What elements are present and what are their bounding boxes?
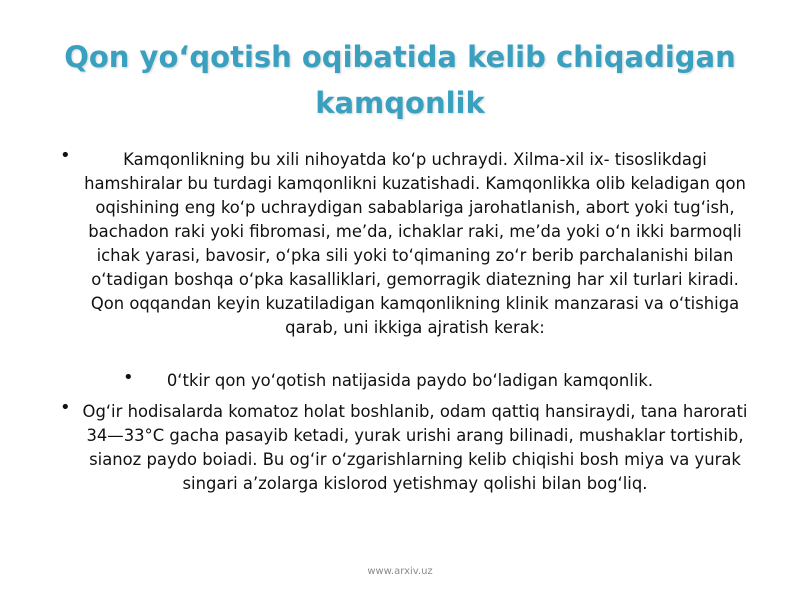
bullet-paragraph-1: Kamqonlikning bu xili nihoyatda ko‘p uchraydi. Xilma-xil ix- tisoslikdagi hamshiralar bu turdagi kamqonlikni kuzatishadi. Kamqonlikka olib keladigan qon oqishining eng ko‘p uchraydigan sabablariga jarohatlanish, abort yoki tug‘ish, bachadon raki yoki fibromasi, me’da, ichaklar raki, me’da yoki o‘n ikki barmoqli ichak yarasi, bavosir, o‘pka sili yoki to‘qimaning zo‘r berib parchalanishi bilan o‘tadigan boshqa o‘pka kasalliklari, gemorragik diatezning har xil turlari kiradi. Qon oqqandan keyin kuzatiladigan kamqonlikning klinik manzarasi va o‘tishiga qarab, uni ikkiga ajratish kerak: xyxy=(84,150,746,337)
bullet-marker: • xyxy=(60,145,71,166)
bullet-marker: • xyxy=(123,367,134,388)
bullet-marker: • xyxy=(60,397,71,418)
bullet-paragraph-3: Og‘ir hodisalarda komatoz holat boshlanib, odam qattiq hansiraydi, tana harorati 34—33°C gacha pasayib ketadi, yurak urishi arang bilinadi, mushaklar tortishib, sianoz paydo boiadi. Bu og‘ir o‘zgarishlarning kelib chiqishi bosh miya va yurak singari a’zolarga kislorod yetishmay qolishi bilan bog‘liq. xyxy=(82,402,748,493)
slide-title: Qon yo‘qotish oqibatida kelib chiqadigan kamqonlik xyxy=(64,40,736,120)
footer-website-link[interactable]: www.arxiv.uz xyxy=(367,566,433,577)
bullet-paragraph-2: 0‘tkir qon yo‘qotish natijasida paydo bo‘ladigan kamqonlik. xyxy=(166,371,654,390)
